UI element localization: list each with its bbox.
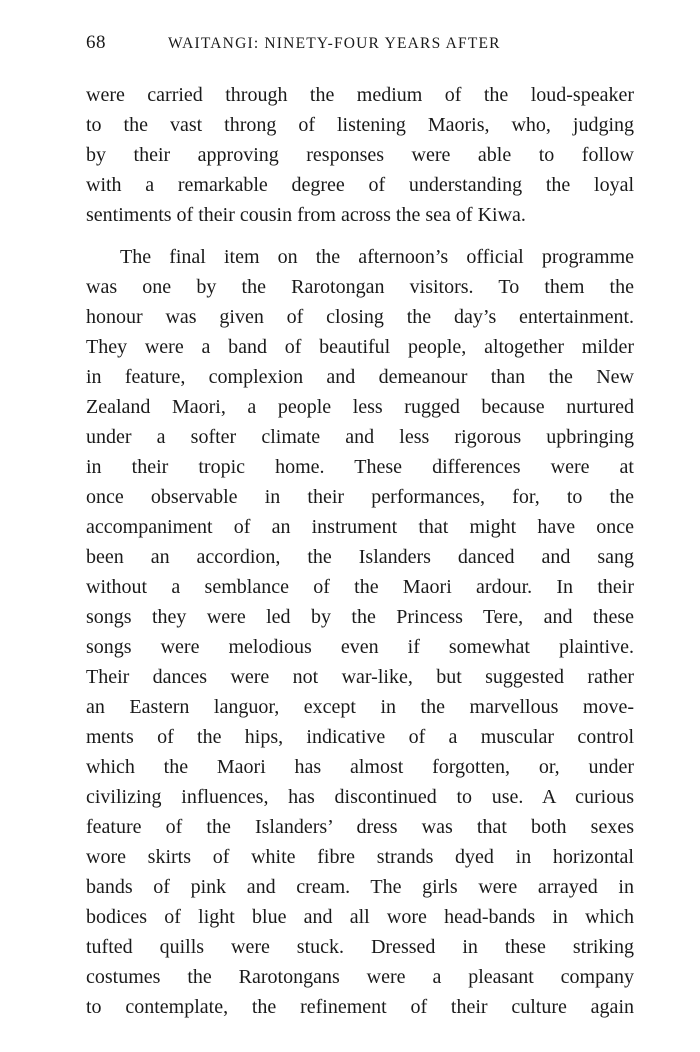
text-line: an Eastern languor, except in the marvellous move-	[86, 696, 634, 718]
text-line: been an accordion, the Islanders danced and sang	[86, 546, 634, 568]
paragraph-1	[86, 80, 634, 230]
text-line: without a semblance of the Maori ardour. In their	[86, 576, 634, 598]
text-line: feature of the Islanders’ dress was that both sexes	[86, 816, 634, 838]
text-line: songs they were led by the Princess Tere, and these	[86, 606, 634, 628]
text-line: sentiments of their cousin from across the sea of Kiwa.	[86, 204, 526, 226]
text-line: Their dances were not war-like, but suggested rather	[86, 666, 634, 688]
text-line: were carried through the medium of the loud-speaker	[86, 84, 634, 106]
text-line: once observable in their performances, for, to the	[86, 486, 634, 508]
text-line: bodices of light blue and all wore head-bands in which	[86, 906, 634, 928]
text-line: tufted quills were stuck. Dressed in these striking	[86, 936, 634, 958]
text-line: ments of the hips, indicative of a muscular control	[86, 726, 634, 748]
text-line: wore skirts of white fibre strands dyed in horizontal	[86, 846, 634, 868]
running-head: WAITANGI: NINETY-FOUR YEARS AFTER	[168, 35, 501, 52]
text-line: in feature, complexion and demeanour than the New	[86, 366, 634, 388]
text-line: was one by the Rarotongan visitors. To them the	[86, 276, 634, 298]
text-line: accompaniment of an instrument that might have once	[86, 516, 634, 538]
body-text	[86, 80, 634, 1022]
text-line: costumes the Rarotongans were a pleasant company	[86, 966, 634, 988]
paragraph-2	[86, 242, 634, 1022]
text-line: The final item on the afternoon’s official programme	[120, 246, 634, 268]
text-line: They were a band of beautiful people, altogether milder	[86, 336, 634, 358]
text-line: which the Maori has almost forgotten, or, under	[86, 756, 634, 778]
page-number: 68	[86, 32, 106, 53]
text-line: honour was given of closing the day’s entertainment.	[86, 306, 634, 328]
page-header	[86, 32, 634, 58]
text-line: civilizing influences, has discontinued to use. A curious	[86, 786, 634, 808]
text-line: songs were melodious even if somewhat plaintive.	[86, 636, 634, 658]
text-line: bands of pink and cream. The girls were arrayed in	[86, 876, 634, 898]
text-line: Zealand Maori, a people less rugged because nurtured	[86, 396, 634, 418]
text-line: to contemplate, the refinement of their culture again	[86, 996, 634, 1018]
text-line: with a remarkable degree of understanding the loyal	[86, 174, 634, 196]
text-line: by their approving responses were able to follow	[86, 144, 634, 166]
text-line: in their tropic home. These differences were at	[86, 456, 634, 478]
text-line: under a softer climate and less rigorous upbringing	[86, 426, 634, 448]
text-line: to the vast throng of listening Maoris, who, judging	[86, 114, 634, 136]
